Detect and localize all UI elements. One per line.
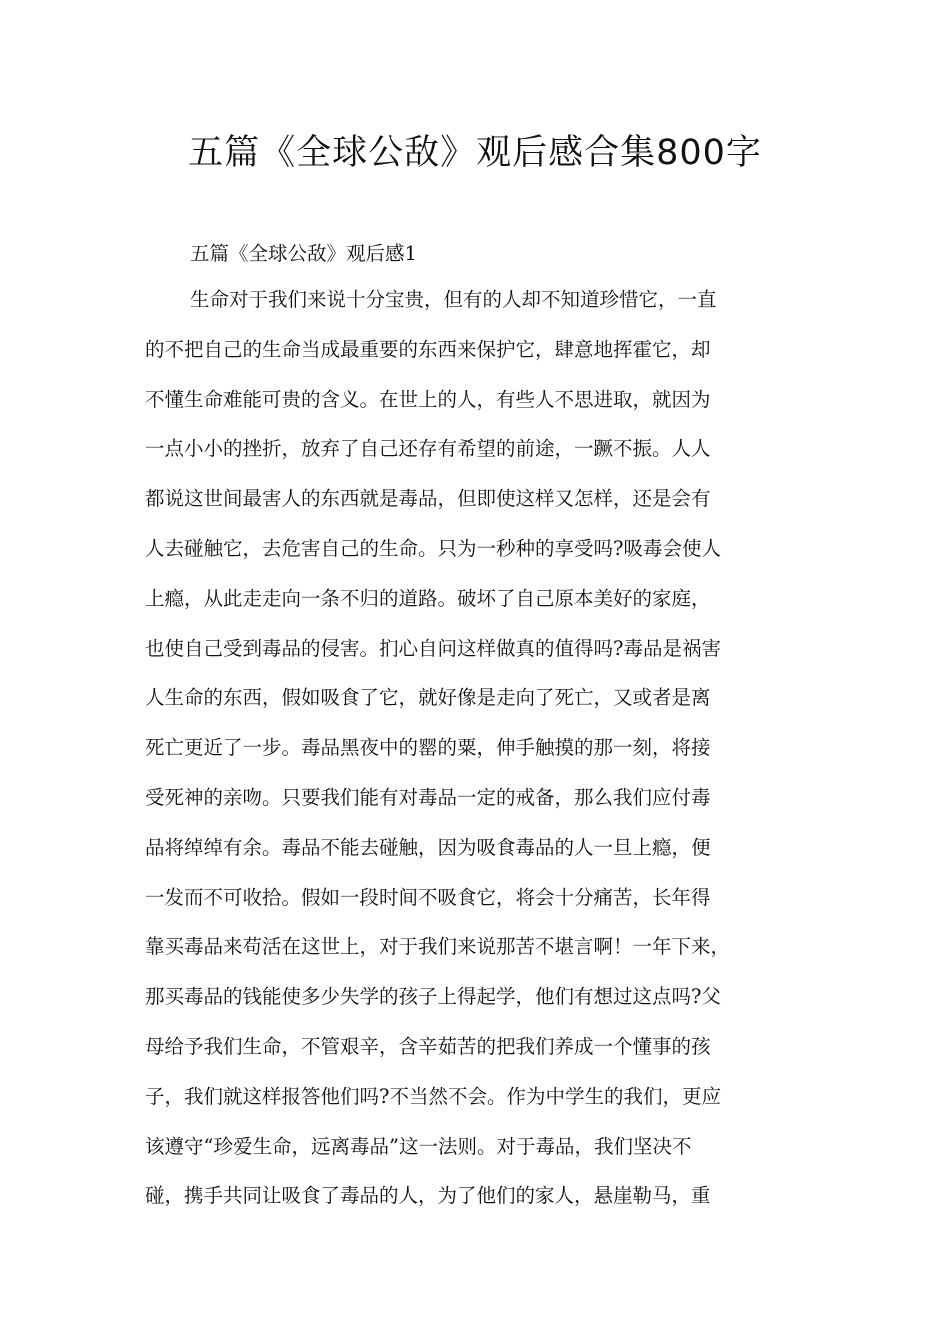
paragraph-line: 母给予我们生命，不管艰辛，含辛茹苦的把我们养成一个懂事的孩	[145, 1034, 711, 1058]
paragraph-line: 人去碰触它，去危害自己的生命。只为一秒种的享受吗?吸毒会使人	[145, 536, 721, 560]
paragraph-line: 一发而不可收拾。假如一段时间不吸食它，将会十分痛苦，长年得	[145, 885, 711, 909]
paragraph-line: 上瘾，从此走走向一条不归的道路。破坏了自己原本美好的家庭，	[145, 586, 711, 610]
paragraph-line: 都说这世间最害人的东西就是毒品，但即使这样又怎样，还是会有	[145, 487, 711, 511]
paragraph-line: 也使自己受到毒品的侵害。扪心自问这样做真的值得吗?毒品是祸害	[145, 636, 721, 660]
paragraph-line: 不懂生命难能可贵的含义。在世上的人，有些人不思进取，就因为	[145, 387, 711, 411]
paragraph-line: 一点小小的挫折，放弃了自己还存有希望的前途，一蹶不振。人人	[145, 437, 711, 461]
paragraph-line: 受死神的亲吻。只要我们能有对毒品一定的戒备，那么我们应付毒	[145, 785, 711, 809]
paragraph-line: 品将绰绰有余。毒品不能去碰触，因为吸食毒品的人一旦上瘾，便	[145, 835, 711, 859]
body-paragraph	[145, 282, 835, 1228]
paragraph-line: 死亡更近了一步。毒品黑夜中的罂的粟，伸手触摸的那一刻，将接	[145, 736, 711, 760]
paragraph-line: 的不把自己的生命当成最重要的东西来保护它，肆意地挥霍它，却	[145, 337, 711, 361]
paragraph-line: 人生命的东西，假如吸食了它，就好像是走向了死亡，又或者是离	[145, 686, 711, 710]
paragraph-line: 该遵守“珍爱生命，远离毒品”这一法则。对于毒品，我们坚决不	[145, 1134, 692, 1158]
paragraph-line: 那买毒品的钱能使多少失学的孩子上得起学，他们有想过这点吗?父	[145, 985, 721, 1009]
document-title: 五篇《全球公敌》观后感合集800字	[188, 133, 762, 173]
section-heading: 五篇《全球公敌》观后感1	[190, 242, 417, 265]
paragraph-line: 靠买毒品来苟活在这世上，对于我们来说那苦不堪言啊！一年下来，	[145, 935, 731, 959]
paragraph-line: 生命对于我们来说十分宝贵，但有的人却不知道珍惜它，一直	[190, 288, 717, 311]
paragraph-line: 子，我们就这样报答他们吗?不当然不会。作为中学生的我们，更应	[145, 1084, 721, 1108]
paragraph-line: 碰，携手共同让吸食了毒品的人，为了他们的家人，悬崖勒马，重	[145, 1184, 711, 1208]
